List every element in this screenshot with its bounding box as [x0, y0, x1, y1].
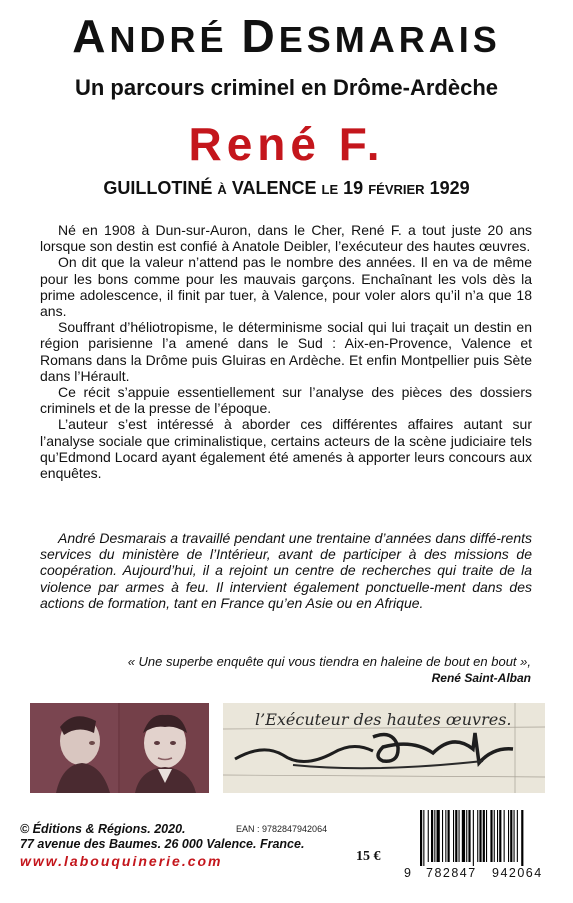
- blurb-paragraph: Souffrant d’héliotropisme, le déterminisme social qui lui traçait un destin en région parisienne l’a amené dans le Sud : Aix-en-Provence, Valence et Romans dans la Drôme puis Gluiras en Ardèche. Et enfin Montpellier puis Sète dans l’Hérault.: [40, 319, 532, 384]
- barcode-right-group: 942064: [492, 866, 543, 880]
- barcode-first-digit: 9: [404, 866, 411, 880]
- copyright-line: © Éditions & Régions. 2020.: [20, 822, 186, 836]
- barcode-bar: [455, 810, 457, 862]
- quote-text: « Une superbe enquête qui vous tiendra en haleine de bout en bout »,: [127, 654, 531, 669]
- barcode-bar: [479, 810, 481, 862]
- barcode-bar: [508, 810, 509, 862]
- barcode-bar: [497, 810, 498, 862]
- author-first-rest: NDRÉ: [109, 19, 228, 60]
- quote-attribution: René Saint-Alban: [431, 671, 531, 685]
- barcode-bar: [431, 810, 433, 862]
- barcode-bar: [514, 810, 515, 862]
- price-label: 15 €: [356, 849, 381, 864]
- barcode-bar: [453, 810, 454, 862]
- book-title: René F.: [188, 118, 385, 170]
- barcode-bar: [468, 810, 470, 862]
- barcode-bar: [445, 810, 446, 862]
- address-line: 77 avenue des Baumes. 26 000 Valence. France.: [20, 837, 305, 851]
- barcode-bar: [448, 810, 450, 862]
- exec-word-4: 1929: [429, 178, 470, 198]
- barcode-bar: [521, 810, 523, 866]
- barcode-bar: [517, 810, 518, 862]
- author-bio: [40, 530, 532, 611]
- exec-word-1: GUILLOTINÉ: [103, 178, 213, 198]
- exec-small-1: À: [217, 182, 227, 197]
- exec-word-2: VALENCE: [231, 178, 317, 198]
- barcode-bar: [477, 810, 478, 862]
- author-first-initial: A: [72, 10, 110, 62]
- barcode-bar: [486, 810, 487, 862]
- executioner-signature-image: [223, 703, 545, 793]
- ean-label: EAN : 9782847942064: [236, 824, 328, 834]
- exec-small-2: LE: [321, 182, 339, 197]
- barcode-bar: [510, 810, 512, 862]
- exec-small-3: FÉVRIER: [368, 182, 425, 197]
- barcode-bar: [466, 810, 467, 862]
- author-name: [0, 10, 573, 62]
- barcode-bar: [428, 810, 429, 862]
- barcode-bar: [483, 810, 485, 862]
- barcode-bar: [462, 810, 465, 862]
- barcode-left-group: 782847: [426, 866, 477, 880]
- blurb-paragraph: On dit que la valeur n’attend pas le nombre des années. Il en va de même pour les bons comme pour les mauvais garçons. Enchaînant les vols dès la prime adolescence, il finit par tuer, à Valence, pour voler alors qu’il n’a que 18 ans.: [40, 254, 532, 320]
- author-bio-text: André Desmarais a travaillé pendant une trentaine d’années dans diffé-rents services du ministère de l’Intérieur, avant de participer à des missions de coopération. Aujourd’hui, il a rejoint un centre de recherches qui traite de la violence par armes à feu. Il intervient également ponctuelle-ment dans des actions de formation, tant en France qu’en Asie ou en Afrique.: [40, 530, 532, 611]
- barcode-bar: [423, 810, 424, 866]
- blurb-body: [40, 222, 532, 481]
- barcode-bar: [437, 810, 440, 862]
- barcode-bar: [499, 810, 501, 862]
- barcode-bar: [434, 810, 435, 862]
- barcode-bar: [504, 810, 505, 862]
- barcode-bar: [494, 810, 495, 862]
- book-subtitle: Un parcours criminel en Drôme-Ardèche: [74, 75, 498, 100]
- barcode-bar: [473, 810, 474, 866]
- author-last-initial: D: [241, 10, 279, 62]
- execution-line: [0, 177, 573, 201]
- barcode-bar: [442, 810, 443, 862]
- blurb-paragraph: L’auteur s’est intéressé à aborder ces différentes affaires autant sur l’analyse sociale que criminalistique, certains acteurs de la scène judiciaire tels qu’Edmond Locard ayant également été amenés à apporter leurs concours aux enquêtes.: [40, 416, 532, 482]
- blurb-paragraph: Né en 1908 à Dun-sur-Auron, dans le Cher, René F. a tout juste 20 ans lorsque son destin est confié à Anatole Deibler, l’exécuteur des hautes œuvres.: [40, 222, 532, 255]
- signature-caption: l’Exécuteur des hautes œuvres.: [255, 710, 512, 729]
- exec-word-3: 19: [343, 178, 364, 198]
- blurb-paragraph: Ce récit s’appuie essentiellement sur l’analyse des pièces des dossiers criminels et de la presse de l’époque.: [40, 384, 532, 417]
- barcode-bar: [420, 810, 422, 866]
- mugshot-photo: [30, 703, 209, 793]
- barcode-bar: [490, 810, 492, 862]
- author-last-rest: ESMARAIS: [278, 19, 501, 60]
- review-quote: [31, 653, 531, 687]
- barcode-bar: [459, 810, 460, 862]
- website-link[interactable]: www.labouquinerie.com: [20, 853, 223, 869]
